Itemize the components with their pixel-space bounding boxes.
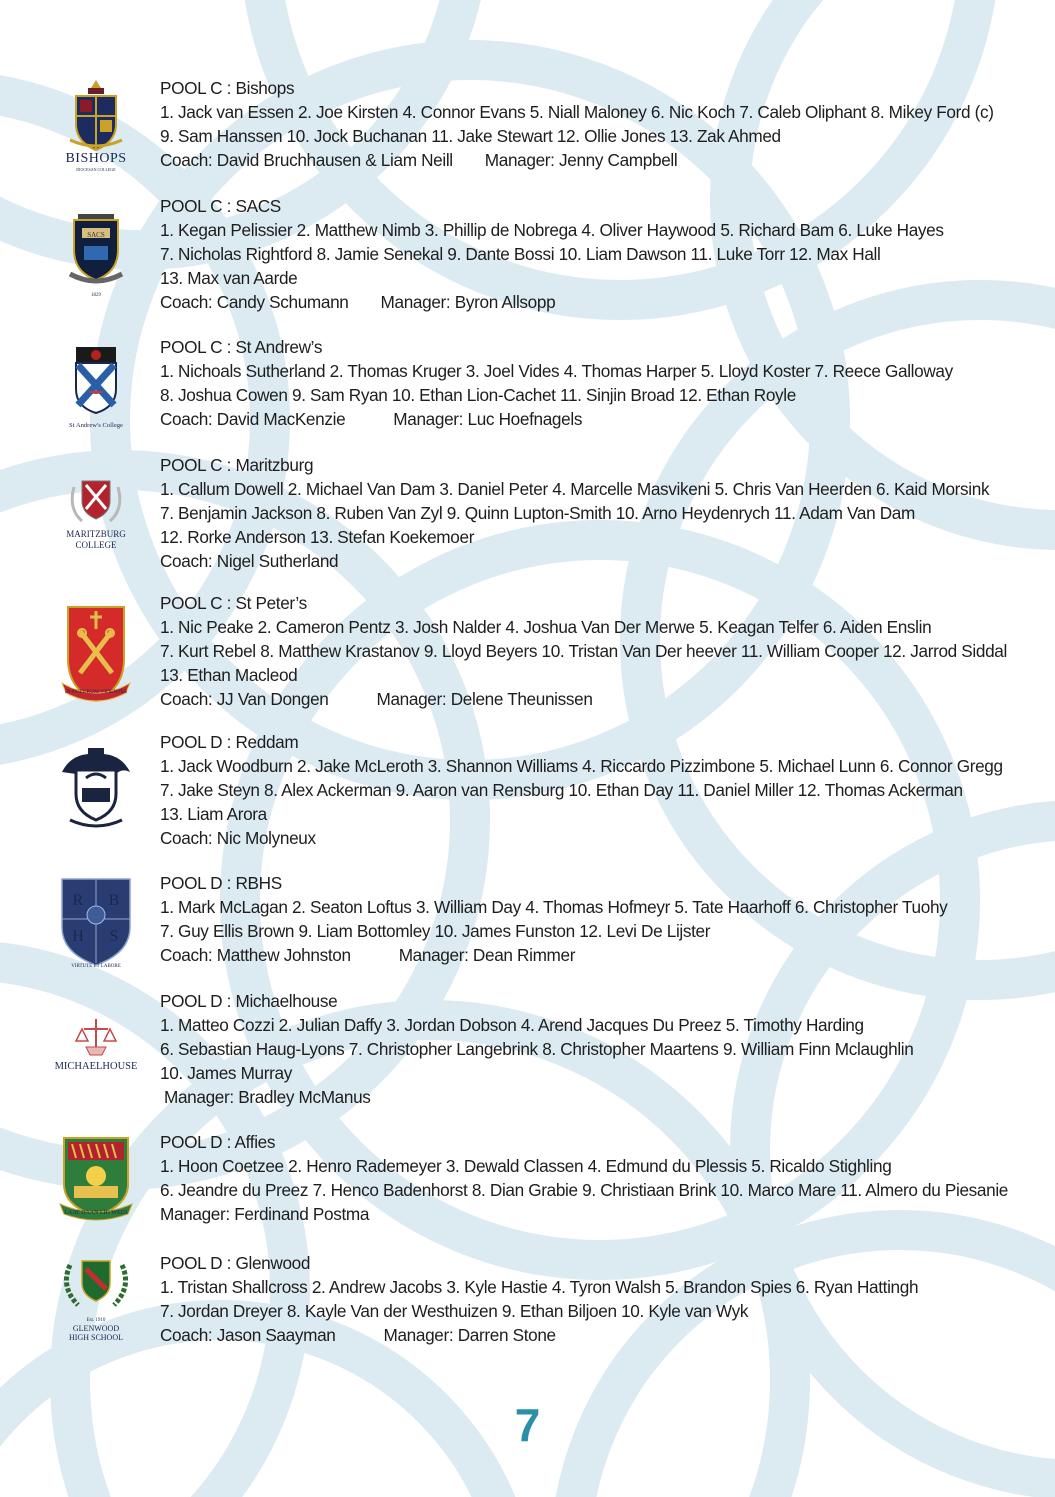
pool-heading: POOL C : SACS xyxy=(160,196,281,216)
st-peters-crest-icon xyxy=(48,601,144,707)
crest-subcaption: DIOCESAN COLLEGE xyxy=(76,167,116,172)
player-list-line: 7. Jake Steyn 8. Alex Ackerman 9. Aaron van Rensburg 10. Ethan Day 11. Daniel Miller 12. Thomas Ackerman xyxy=(160,780,963,801)
staff-line xyxy=(160,687,1040,711)
crest-caption: BISHOPS xyxy=(65,151,127,166)
sacs-crest xyxy=(48,208,144,300)
crest-caption: LAAT DAAN LIG WEES xyxy=(64,1210,128,1216)
team-details xyxy=(160,335,1040,431)
manager-name: Manager: Ferdinand Postma xyxy=(160,1204,370,1225)
pool-heading: POOL C : Maritzburg xyxy=(160,455,314,475)
affies-crest-icon xyxy=(48,1134,144,1222)
crest-caption: HIGH SCHOOL xyxy=(69,1333,123,1342)
staff-line xyxy=(160,148,1040,172)
crest-caption: MARITZBURG xyxy=(66,529,126,539)
player-list-line: 10. James Murray xyxy=(160,1063,292,1084)
manager-name: Manager: Bradley McManus xyxy=(164,1087,371,1108)
staff-line xyxy=(160,943,1040,967)
manager-name: Manager: Byron Allsopp xyxy=(380,292,556,313)
coach-name: Coach: Candy Schumann xyxy=(160,292,349,313)
coach-name: Coach: Matthew Johnston xyxy=(160,945,351,966)
player-list-line: 13. Ethan Macleod xyxy=(160,665,298,686)
player-list-line: 1. Nic Peake 2. Cameron Pentz 3. Josh Nalder 4. Joshua Van Der Merwe 5. Keagan Telfer 6. Aiden Enslin xyxy=(160,617,932,638)
reddam-crest-icon xyxy=(48,744,144,834)
crest-caption: VIRTUTE ET LABORE xyxy=(71,964,121,969)
team-details xyxy=(160,194,1040,314)
manager-name: Manager: Jenny Campbell xyxy=(484,150,678,171)
team-details xyxy=(160,1251,1040,1347)
bishops-crest xyxy=(48,76,144,176)
st-peters-crest xyxy=(48,601,144,707)
player-list-line: 1. Mark McLagan 2. Seaton Loftus 3. William Day 4. Thomas Hofmeyr 5. Tate Haarhoff 6. Christopher Tuohy xyxy=(160,897,948,918)
maritzburg-crest-icon xyxy=(48,475,144,555)
st-andrews-crest xyxy=(48,343,144,433)
rbhs-crest xyxy=(48,875,144,971)
crest-caption: IN FUTURUM VIDENTES xyxy=(64,689,128,695)
crest-letter: S xyxy=(109,928,119,945)
player-list-line: 1. Matteo Cozzi 2. Julian Daffy 3. Jordan Dobson 4. Arend Jacques Du Preez 5. Timothy Harding xyxy=(160,1015,864,1036)
coach-name: Coach: JJ Van Dongen xyxy=(160,689,329,710)
player-list-line: 1. Jack van Essen 2. Joe Kirsten 4. Connor Evans 5. Niall Maloney 6. Nic Koch 7. Caleb Oliphant 8. Mikey Ford (c) xyxy=(160,102,994,123)
st-andrews-crest-icon xyxy=(48,343,144,433)
crest-caption: St Andrew's College xyxy=(69,422,123,429)
player-list-line: 6. Jeandre du Preez 7. Henco Badenhorst 8. Dian Grabie 9. Christiaan Brink 10. Marco Mare 11. Almero du Piesanie xyxy=(160,1180,1009,1201)
maritzburg-crest xyxy=(48,475,144,555)
crest-subcaption: 1829 xyxy=(91,293,101,298)
manager-name: Manager: Delene Theunissen xyxy=(376,689,593,710)
team-details xyxy=(160,871,1040,967)
crest-letter: R xyxy=(72,892,84,909)
player-list-line: 9. Sam Hanssen 10. Jock Buchanan 11. Jake Stewart 12. Ollie Jones 13. Zak Ahmed xyxy=(160,126,781,147)
coach-name: Coach: Jason Saayman xyxy=(160,1325,336,1346)
michaelhouse-crest xyxy=(48,1015,144,1075)
player-list-line: 8. Joshua Cowen 9. Sam Ryan 10. Ethan Lion-Cachet 11. Sinjin Broad 12. Ethan Royle xyxy=(160,385,796,406)
crest-caption: SACS xyxy=(87,231,105,239)
coach-name: Coach: David Bruchhausen & Liam Neill xyxy=(160,150,453,171)
player-list-line: 1. Jack Woodburn 2. Jake McLeroth 3. Shannon Williams 4. Riccardo Pizzimbone 5. Michael Lunn 6. Connor Gregg xyxy=(160,756,1003,777)
team-details xyxy=(160,730,1040,850)
glenwood-crest xyxy=(48,1255,144,1347)
affies-crest xyxy=(48,1134,144,1222)
team-details xyxy=(160,453,1040,573)
crest-subcaption: COLLEGE xyxy=(75,540,117,550)
player-list-line: 6. Sebastian Haug-Lyons 7. Christopher Langebrink 8. Christopher Maartens 9. William Finn Mclaughlin xyxy=(160,1039,914,1060)
player-list-line: 1. Callum Dowell 2. Michael Van Dam 3. Daniel Peter 4. Marcelle Masvikeni 5. Chris Van Heerden 6. Kaid Morsink xyxy=(160,479,990,500)
coach-name: Coach: Nigel Sutherland xyxy=(160,551,339,572)
pool-heading: POOL D : Glenwood xyxy=(160,1253,311,1273)
team-details xyxy=(160,989,1040,1109)
player-list-line: 1. Hoon Coetzee 2. Henro Rademeyer 3. Dewald Classen 4. Edmund du Plessis 5. Ricaldo Stighling xyxy=(160,1156,892,1177)
staff-line xyxy=(160,1323,1040,1347)
manager-name: Manager: Darren Stone xyxy=(383,1325,556,1346)
player-list-line: 1. Kegan Pelissier 2. Matthew Nimb 3. Phillip de Nobrega 4. Oliver Haywood 5. Richard Bam 6. Luke Hayes xyxy=(160,220,944,241)
crest-caption: MICHAELHOUSE xyxy=(54,1061,138,1072)
sacs-crest-icon xyxy=(48,208,144,300)
player-list-line: 13. Liam Arora xyxy=(160,804,267,825)
pool-heading: POOL D : Reddam xyxy=(160,732,299,752)
player-list-line: 12. Rorke Anderson 13. Stefan Koekemoer xyxy=(160,527,475,548)
coach-name: Coach: Nic Molyneux xyxy=(160,828,316,849)
page-number: 7 xyxy=(514,1399,541,1451)
pool-heading: POOL D : Michaelhouse xyxy=(160,991,338,1011)
crest-subcaption: Est. 1910 xyxy=(86,1318,106,1323)
pool-heading: POOL C : St Peter’s xyxy=(160,593,307,613)
player-list-line: 1. Tristan Shallcross 2. Andrew Jacobs 3. Kyle Hastie 4. Tyron Walsh 5. Brandon Spies 6. Ryan Hattingh xyxy=(160,1277,919,1298)
glenwood-crest-icon xyxy=(48,1255,144,1347)
pool-heading: POOL C : Bishops xyxy=(160,78,295,98)
player-list-line: 7. Guy Ellis Brown 9. Liam Bottomley 10. James Funston 12. Levi De Lijster xyxy=(160,921,711,942)
team-details xyxy=(160,591,1040,711)
pool-heading: POOL D : RBHS xyxy=(160,873,282,893)
crest-letter: H xyxy=(72,928,84,945)
staff-line xyxy=(160,290,1040,314)
reddam-crest xyxy=(48,744,144,834)
player-list-line: 7. Kurt Rebel 8. Matthew Krastanov 9. Lloyd Beyers 10. Tristan Van Der heever 11. William Cooper 12. Jarrod Siddal xyxy=(160,641,1007,662)
player-list-line: 13. Max van Aarde xyxy=(160,268,298,289)
staff-line xyxy=(160,407,1040,431)
bishops-crest-icon xyxy=(48,76,144,176)
michaelhouse-crest-icon xyxy=(48,1015,144,1075)
team-details xyxy=(160,76,1040,172)
player-list-line: 7. Jordan Dreyer 8. Kayle Van der Westhuizen 9. Ethan Biljoen 10. Kyle van Wyk xyxy=(160,1301,749,1322)
player-list-line: 7. Nicholas Rightford 8. Jamie Senekal 9. Dante Bossi 10. Liam Dawson 11. Luke Torr 12. Max Hall xyxy=(160,244,881,265)
pool-heading: POOL D : Affies xyxy=(160,1132,276,1152)
pool-heading: POOL C : St Andrew’s xyxy=(160,337,323,357)
manager-name: Manager: Dean Rimmer xyxy=(398,945,576,966)
player-list-line: 1. Nichoals Sutherland 2. Thomas Kruger 3. Joel Vides 4. Thomas Harper 5. Lloyd Koster 7. Reece Galloway xyxy=(160,361,953,382)
team-details xyxy=(160,1130,1040,1226)
player-list-line: 7. Benjamin Jackson 8. Ruben Van Zyl 9. Quinn Lupton-Smith 10. Arno Heydenrych 11. Adam Van Dam xyxy=(160,503,915,524)
crest-caption: GLENWOOD xyxy=(72,1324,120,1333)
rbhs-crest-icon xyxy=(48,875,144,971)
coach-name: Coach: David MacKenzie xyxy=(160,409,346,430)
crest-letter: B xyxy=(108,892,120,909)
manager-name: Manager: Luc Hoefnagels xyxy=(393,409,583,430)
